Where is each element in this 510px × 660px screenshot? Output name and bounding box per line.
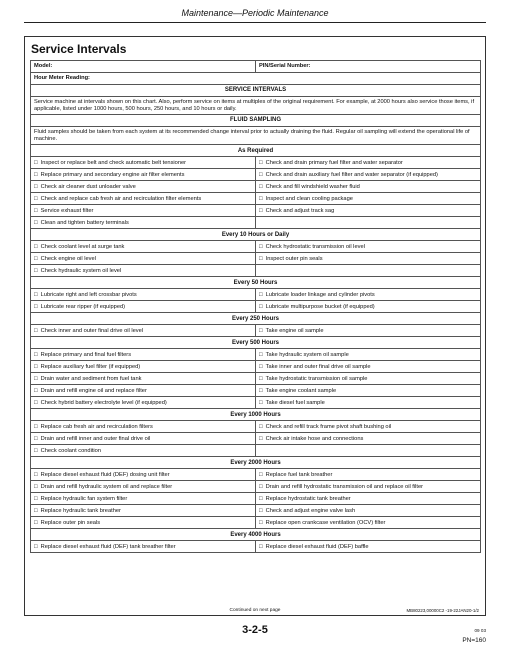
- checklist-item: □ Check coolant condition: [31, 445, 256, 457]
- checklist-item: □ Replace hydraulic fan system filter: [31, 493, 256, 505]
- checklist-item: □ Inspect and clean cooling package: [256, 193, 481, 205]
- checklist-item: □ Check hydraulic system oil level: [31, 265, 256, 277]
- checklist-item: [256, 445, 481, 457]
- checklist-item: □ Lubricate loader linkage and cylinder pivots: [256, 289, 481, 301]
- pn-number: PN=160: [462, 637, 486, 644]
- checklist-item: □ Replace cab fresh air and recirculation filters: [31, 421, 256, 433]
- checklist-item: □ Drain and refill engine oil and replace filter: [31, 385, 256, 397]
- document-id: MB80223,00000C2 -19-22JAN20-1/2: [406, 608, 479, 613]
- table-row: [31, 253, 481, 265]
- table-row: [31, 361, 481, 373]
- table-row: [31, 385, 481, 397]
- service-intervals-heading: SERVICE INTERVALS: [31, 85, 481, 97]
- checklist-item: □ Check hybrid battery electrolyte level (if equipped): [31, 397, 256, 409]
- checklist-item: □ Take diesel fuel sample: [256, 397, 481, 409]
- table-row: [31, 541, 481, 553]
- checklist-item: □ Check air intake hose and connections: [256, 433, 481, 445]
- serial-label: PIN/Serial Number:: [256, 61, 481, 73]
- table-row: [31, 421, 481, 433]
- interval-heading-row: [31, 313, 481, 325]
- interval-heading-row: [31, 409, 481, 421]
- section-title: Service Intervals: [31, 42, 127, 56]
- checklist-item: □ Drain and refill inner and outer final drive oil: [31, 433, 256, 445]
- table-row: [31, 301, 481, 313]
- checklist-item: □ Take hydrostatic transmission oil sample: [256, 373, 481, 385]
- checklist-item: □ Check and fill windshield washer fluid: [256, 181, 481, 193]
- checklist-item: □ Check coolant level at surge tank: [31, 241, 256, 253]
- checklist-item: □ Lubricate multipurpose bucket (if equipped): [256, 301, 481, 313]
- interval-heading-row: [31, 457, 481, 469]
- table-row: [31, 445, 481, 457]
- checklist-item: □ Check engine oil level: [31, 253, 256, 265]
- service-intervals-frame: [24, 36, 486, 616]
- checklist-item: □ Replace open crankcase ventilation (OCV) filter: [256, 517, 481, 529]
- table-row: [31, 325, 481, 337]
- checklist-item: □ Check hydrostatic transmission oil level: [256, 241, 481, 253]
- checklist-item: □ Lubricate right and left crossbar pivots: [31, 289, 256, 301]
- checklist-item: □ Replace diesel exhaust fluid (DEF) baffle: [256, 541, 481, 553]
- checklist-item: □ Replace diesel exhaust fluid (DEF) tank breather filter: [31, 541, 256, 553]
- interval-heading: Every 500 Hours: [31, 337, 481, 349]
- service-intervals-text-row: [31, 97, 481, 115]
- model-row: [31, 61, 481, 73]
- checklist-item: □ Lubricate rear ripper (if equipped): [31, 301, 256, 313]
- page-header-title: Maintenance—Periodic Maintenance: [181, 8, 329, 18]
- table-row: [31, 265, 481, 277]
- continued-note: Continued on next page: [229, 608, 281, 613]
- checklist-item: □ Replace hydraulic tank breather: [31, 505, 256, 517]
- checklist-item: □ Drain and refill hydrostatic transmission oil and replace oil filter: [256, 481, 481, 493]
- checklist-item: [256, 217, 481, 229]
- table-row: [31, 181, 481, 193]
- table-row: [31, 397, 481, 409]
- checklist-item: □ Check and adjust track sag: [256, 205, 481, 217]
- interval-heading: Every 10 Hours or Daily: [31, 229, 481, 241]
- table-row: [31, 469, 481, 481]
- checklist-item: □ Service exhaust filter: [31, 205, 256, 217]
- interval-heading-row: [31, 277, 481, 289]
- checklist-item: □ Inspect or replace belt and check automatic belt tensioner: [31, 157, 256, 169]
- interval-heading-row: [31, 229, 481, 241]
- checklist-item: □ Replace hydrostatic tank breather: [256, 493, 481, 505]
- checklist-item: □ Check and drain primary fuel filter and water separator: [256, 157, 481, 169]
- table-row: [31, 169, 481, 181]
- table-row: [31, 373, 481, 385]
- interval-heading: Every 50 Hours: [31, 277, 481, 289]
- hour-meter-label: Hour Meter Reading:: [31, 73, 481, 85]
- table-row: [31, 241, 481, 253]
- page-number: 3-2-5: [242, 624, 268, 636]
- fluid-sampling-heading-row: [31, 115, 481, 127]
- checklist-item: □ Take engine coolant sample: [256, 385, 481, 397]
- table-row: [31, 433, 481, 445]
- table-row: [31, 289, 481, 301]
- table-row: [31, 481, 481, 493]
- interval-heading: Every 1000 Hours: [31, 409, 481, 421]
- checklist-item: □ Check and drain auxiliary fuel filter and water separator (if equipped): [256, 169, 481, 181]
- interval-heading-row: [31, 145, 481, 157]
- interval-heading: Every 4000 Hours: [31, 529, 481, 541]
- checklist-item: □ Check air cleaner dust unloader valve: [31, 181, 256, 193]
- checklist-item: □ Check inner and outer final drive oil level: [31, 325, 256, 337]
- checklist-item: □ Replace auxiliary fuel filter (if equipped): [31, 361, 256, 373]
- table-row: [31, 493, 481, 505]
- checklist-item: □ Inspect outer pin seals: [256, 253, 481, 265]
- fluid-sampling-heading: FLUID SAMPLING: [31, 115, 481, 127]
- interval-heading-row: [31, 337, 481, 349]
- checklist-item: □ Replace diesel exhaust fluid (DEF) dosing unit filter: [31, 469, 256, 481]
- checklist-item: □ Replace fuel tank breather: [256, 469, 481, 481]
- hour-meter-row: [31, 73, 481, 85]
- checklist-item: □ Take hydraulic system oil sample: [256, 349, 481, 361]
- footer-code: 09 03: [474, 628, 486, 633]
- checklist-item: □ Replace outer pin seals: [31, 517, 256, 529]
- interval-heading: Every 250 Hours: [31, 313, 481, 325]
- table-row: [31, 217, 481, 229]
- model-label: Model:: [31, 61, 256, 73]
- table-row: [31, 517, 481, 529]
- checklist-item: □ Check and replace cab fresh air and recirculation filter elements: [31, 193, 256, 205]
- checklist-item: □ Check and adjust engine valve lash: [256, 505, 481, 517]
- checklist-item: □ Replace primary and secondary engine air filter elements: [31, 169, 256, 181]
- fluid-sampling-text-row: [31, 127, 481, 145]
- service-intervals-heading-row: [31, 85, 481, 97]
- checklist-item: □ Check and refill track frame pivot shaft bushing oil: [256, 421, 481, 433]
- checklist-item: [256, 265, 481, 277]
- table-row: [31, 205, 481, 217]
- table-row: [31, 193, 481, 205]
- checklist-item: □ Replace primary and final fuel filters: [31, 349, 256, 361]
- checklist-item: □ Clean and tighten battery terminals: [31, 217, 256, 229]
- checklist-item: □ Drain water and sediment from fuel tank: [31, 373, 256, 385]
- checklist-item: □ Take engine oil sample: [256, 325, 481, 337]
- interval-heading-row: [31, 529, 481, 541]
- page-header: [24, 6, 486, 23]
- service-intervals-text: Service machine at intervals shown on this chart. Also, perform service on items at multiples of the original requirement. For example, at 2000 hours also service those items, if applicable, listed under 1000 hours, 500 hours, 250 hours, and 10 hours or daily.: [31, 97, 481, 115]
- service-intervals-table: [30, 60, 481, 553]
- table-row: [31, 349, 481, 361]
- checklist-item: □ Drain and refill hydraulic system oil and replace filter: [31, 481, 256, 493]
- interval-heading: Every 2000 Hours: [31, 457, 481, 469]
- fluid-sampling-text: Fluid samples should be taken from each system at its recommended change interval prior to actually draining the fluid. Regular oil sampling will extend the operational life of machine.: [31, 127, 481, 145]
- table-row: [31, 505, 481, 517]
- table-row: [31, 157, 481, 169]
- checklist-item: □ Take inner and outer final drive oil sample: [256, 361, 481, 373]
- interval-heading: As Required: [31, 145, 481, 157]
